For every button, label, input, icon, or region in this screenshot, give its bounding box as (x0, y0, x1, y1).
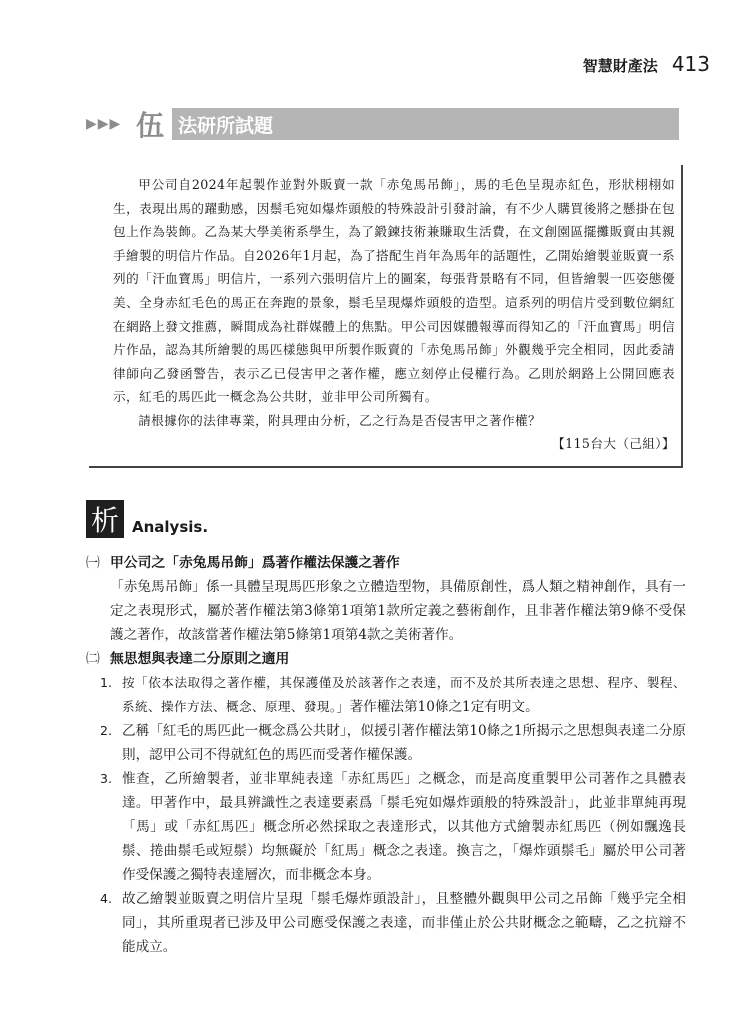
subsection-paragraph: 「赤兔馬吊飾」係一具體呈現馬匹形象之立體造型物，具備原創性，爲人類之精神創作，具有一定之表現形式，屬於著作權法第3條第1項第1款所定義之藝術創作，且非著作權法第9條不受保護之著作，故該當著作權法第5條第1項第4款之美術著作。 (110, 579, 686, 643)
analysis-label: Analysis. (132, 518, 209, 536)
page-number: 413 (671, 52, 710, 76)
statute-quote: 按「依本法取得之著作權，其保護僅及於該著作之表達，而不及於其所表達之思想、程序、製程、系統、操作方法、概念、原理、發現。」 (122, 675, 686, 714)
subsection-number: ㈡ (86, 651, 100, 667)
section-number: 伍 (136, 109, 165, 142)
exam-question-box (89, 165, 683, 468)
subsection-title: 無思想與表達二分原則之適用 (110, 651, 290, 667)
statute-citation: 著作權法第10條之1定有明文。 (349, 699, 539, 715)
list-item-number: 2. (100, 723, 112, 738)
list-item-text: 故乙繪製並販賣之明信片呈現「鬃毛爆炸頭設計」，且整體外觀與甲公司之吊飾「幾乎完全相同」，其所重現者已涉及甲公司應受保護之表達，而非僅止於公共財概念之範疇，乙之抗辯不能成立。 (122, 891, 686, 955)
question-paragraph: 甲公司自2024年起製作並對外販賣一款「赤兔馬吊飾」，馬的毛色呈現赤紅色，形狀栩栩如生，表現出馬的躍動感，因鬃毛宛如爆炸頭般的特殊設計引發討論，有不少人購買後將之懸掛在包包上作為裝飾。乙為某大學美術系學生，為了鍛鍊技術兼賺取生活費，在文創園區擺攤販賣由其親手繪製的明信片作品。自2026年1月起，為了搭配生肖年為馬年的話題性，乙開始繪製並販賣一系列的「汗血寶馬」明信片，一系列六張明信片上的圖案，每張背景略有不同，但皆繪製一匹姿態優美、全身赤紅毛色的馬正在奔跑的景象，鬃毛呈現爆炸頭般的造型。這系列的明信片受到數位網紅在網路上發文推薦，瞬間成為社群媒體上的焦點。甲公司因媒體報導而得知乙的「汗血寶馬」明信片作品，認為其所繪製的馬匹樣態與甲所製作販賣的「赤兔馬吊飾」外觀幾乎完全相同，因此委請律師向乙發函警告，表示乙已侵害甲之著作權，應立刻停止侵權行為。乙則於網路上公開回應表示，紅毛的馬匹此一概念為公共財，並非甲公司所獨有。 (113, 177, 675, 405)
section-title: 法研所試題 (178, 114, 274, 137)
list-item-text (122, 671, 686, 719)
subsection-heading (86, 551, 686, 575)
list-item (86, 767, 686, 887)
list-item (86, 887, 686, 959)
section-heading (86, 108, 679, 140)
list-item-number: 4. (100, 891, 112, 906)
subsection-title: 甲公司之「赤兔馬吊飾」爲著作權法保護之著作 (110, 555, 400, 571)
list-item-number: 3. (100, 771, 112, 786)
list-item-number: 1. (100, 675, 112, 690)
subsection-heading (86, 647, 686, 671)
list-item (86, 719, 686, 767)
list-item-text: 惟查，乙所繪製者，並非單純表達「赤紅馬匹」之概念，而是高度重製甲公司著作之具體表達。甲著作中，最具辨識性之表達要素爲「鬃毛宛如爆炸頭般的特殊設計」，此並非單純再現「馬」或「赤紅馬匹」概念所必然採取之表達形式，以其他方式繪製赤紅馬匹（例如飄逸長鬃、捲曲鬃毛或短鬃）均無礙於「紅馬」概念之表達。換言之，「爆炸頭鬃毛」屬於甲公司著作受保護之獨特表達層次，而非概念本身。 (122, 771, 686, 883)
question-source: 【115台大（己組）】 (552, 435, 675, 451)
triple-arrow-icon: ▶▶▶ (86, 116, 122, 132)
analysis-body (86, 551, 686, 959)
list-item (86, 671, 686, 719)
analysis-heading (86, 500, 208, 538)
analysis-icon: 析 (86, 500, 124, 538)
question-prompt: 請根據你的法律專業，附具理由分析，乙之行為是否侵害甲之著作權？ (138, 412, 541, 428)
book-title: 智慧財產法 (582, 57, 658, 75)
subsection-number: ㈠ (86, 555, 100, 571)
list-item-text: 乙稱「紅毛的馬匹此一概念爲公共財」，似援引著作權法第10條之1所揭示之思想與表達二分原則，認甲公司不得就紅色的馬匹而受著作權保護。 (122, 723, 686, 763)
section-title-bar (172, 108, 679, 140)
page-header (583, 52, 710, 76)
